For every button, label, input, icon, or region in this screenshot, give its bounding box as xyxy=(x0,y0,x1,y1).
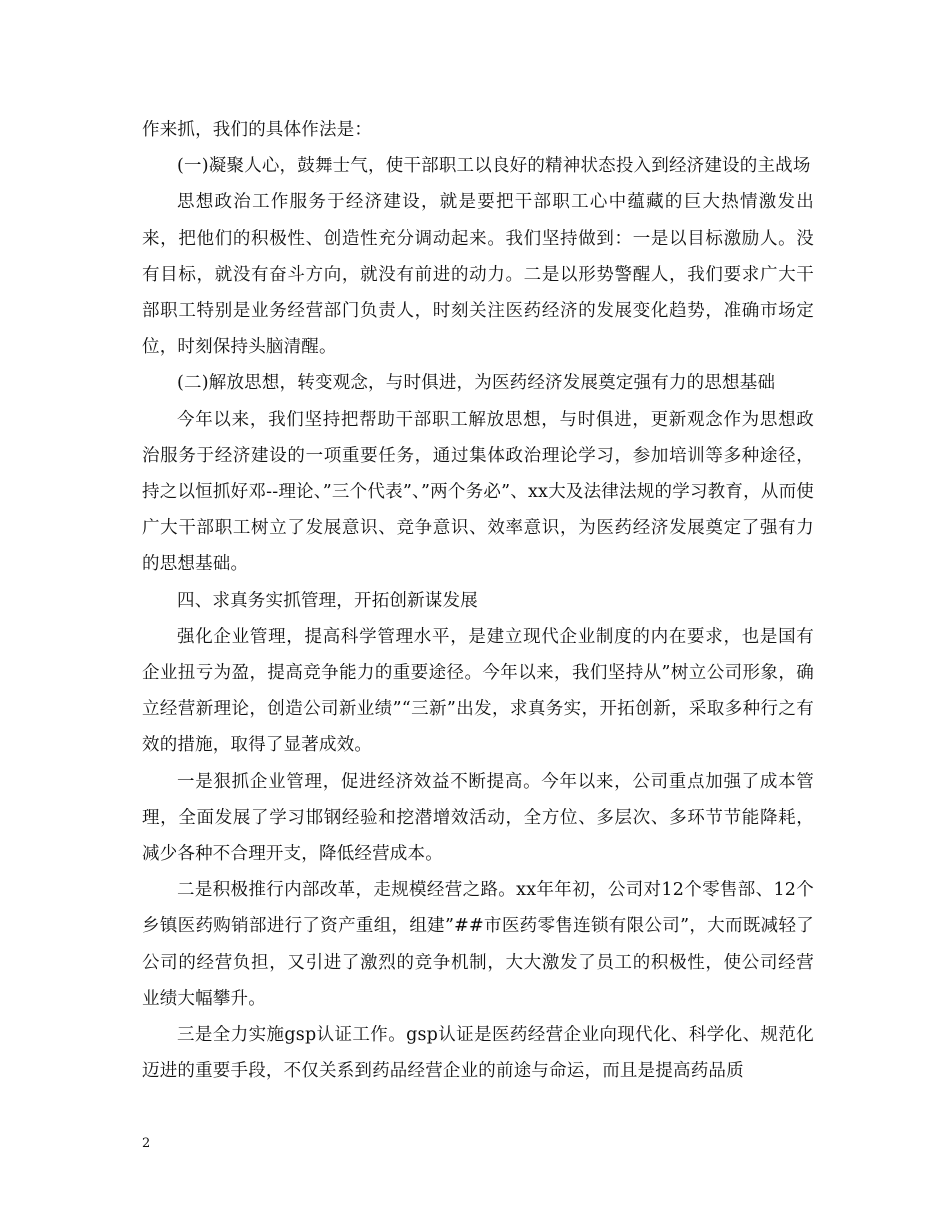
section-heading: (二)解放思想，转变观念，与时俱进，为医药经济发展奠定强有力的思想基础 xyxy=(177,373,776,394)
body-text xyxy=(142,112,814,1089)
paragraph: 二是积极推行内部改革，走规模经营之路。xx年年初，公司对12个零售部、12个乡镇医药购销部进行了资产重组，组建”##市医药零售连锁有限公司”，大而既减轻了公司的经营负担，又引进了激烈的竞争机制，大大激发了员工的积极性，使公司经营业绩大幅攀升。 xyxy=(142,880,814,1009)
paragraph: 今年以来，我们坚持把帮助干部职工解放思想，与时俱进，更新观念作为思想政治服务于经济建设的一项重要任务，通过集体政治理论学习，参加培训等多种途径，持之以恒抓好邓--理论、”三个代表”、”两个务必”、xx大及法律法规的学习教育，从而使广大干部职工树立了发展意识、竞争意识、效率意识，为医药经济发展奠定了强有力的思想基础。 xyxy=(142,409,814,575)
paragraph: 作来抓，我们的具体作法是： xyxy=(142,120,373,140)
paragraph: 三是全力实施gsp认证工作。gsp认证是医药经营企业向现代化、科学化、规范化迈进的重要手段，不仅关系到药品经营企业的前途与命运，而且是提高药品质 xyxy=(142,1025,814,1082)
section-heading: 四、求真务实抓管理，开拓创新谋发展 xyxy=(177,590,478,611)
section-heading: (一)凝聚人心，鼓舞士气，使干部职工以良好的精神状态投入到经济建设的主战场 xyxy=(177,156,811,177)
paragraph: 思想政治工作服务于经济建设，就是要把干部职工心中蕴藏的巨大热情激发出来，把他们的积极性、创造性充分调动起来。我们坚持做到：一是以目标激励人。没有目标，就没有奋斗方向，就没有前进的动力。二是以形势警醒人，我们要求广大干部职工特别是业务经营部门负责人，时刻关注医药经济的发展变化趋势，准确市场定位，时刻保持头脑清醒。 xyxy=(142,192,814,358)
paragraph: 一是狠抓企业管理，促进经济效益不断提高。今年以来，公司重点加强了成本管理，全面发展了学习邯钢经验和挖潜增效活动，全方位、多层次、多环节节能降耗，减少各种不合理开支，降低经营成本。 xyxy=(142,771,814,865)
page-number: 2 xyxy=(142,1136,151,1151)
paragraph: 强化企业管理，提高科学管理水平，是建立现代企业制度的内在要求，也是国有企业扭亏为盈，提高竞争能力的重要途径。今年以来，我们坚持从”树立公司形象，确立经营新理论，创造公司新业绩”“三新”出发，求真务实，开拓创新，采取多种行之有效的措施，取得了显著成效。 xyxy=(142,626,814,756)
